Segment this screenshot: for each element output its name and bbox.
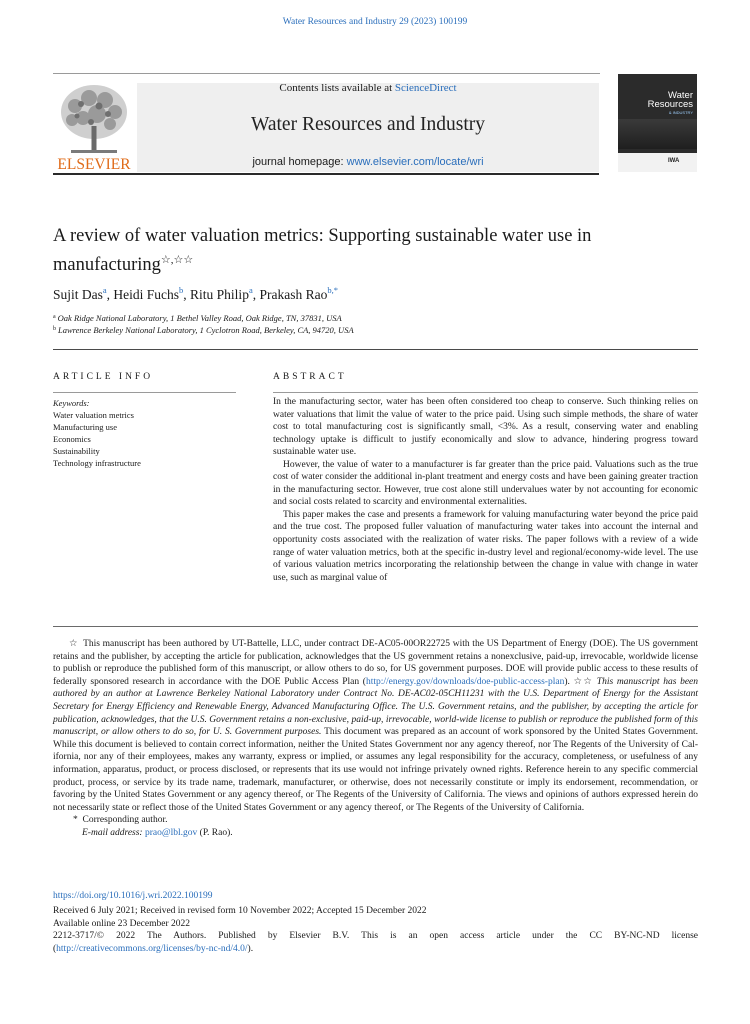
affiliation [53,325,354,335]
affiliation-mark: b [53,326,56,332]
corresponding-note [53,814,698,827]
footnote-text: ). [564,676,570,687]
author-affiliation-mark: a [248,285,253,295]
affiliation-mark: a [53,314,56,320]
contents-line [137,82,599,94]
cover-title-line-1: Water [668,90,693,101]
cover-bottom [618,153,697,172]
license-line: 2212-3717/© 2022 The Authors. Published by Elsevier B.V. This is an open access article under the CC BY-NC-ND license [53,931,698,942]
cover-badge: IWA [668,158,680,164]
author-list [53,285,338,303]
footnote-text: This document was prepared as an account of work sponsored by the United States Government. While this document is believed to contain correct information, neither the United States Government nor any agency thereof, nor The Regents of the University of Cal-ifornia, nor any of their employees, makes any warranty, express or implied, or assumes any legal responsibility for the accuracy, completeness, or usefulness of any information, apparatus, product, or process disclosed, or represents that its use would not infringe privately owned rights. Reference herein to any specific commercial product, process, or service by its trade name, trademark, manufacturer, or otherwise, does not necessarily constitute or imply its endorsement, recommendation, or favoring by the United States Government or any agency thereof, or The Regents of the University of California. The views and opinions of authors expressed herein do not necessarily state or reflect those of the United States Government or any agency thereof, or The Regents of the University of California. [53,727,698,813]
abstract-paragraph: However, the value of water to a manufacturer is far greater than the price paid. Valuations such as the true cost of water consider the additional in-plant treatment and energy costs and have been gaining greater traction in the manufacturing sector. However, true cost alone still undervalues water by not accounting for economic and social costs related to scarcity and environmental externalities. [273,459,698,508]
author-name: Heidi Fuchs [113,287,180,302]
received-line: Received 6 July 2021; Received in revised form 10 November 2022; Accepted 15 December 2022 [53,906,427,916]
author-affiliation-mark: b,* [327,285,338,295]
keyword[interactable]: Manufacturing use [53,422,117,432]
elsevier-logo[interactable] [53,78,135,173]
email-suffix: (P. Rao). [199,827,233,838]
author-name: Ritu Philip [190,287,249,302]
keyword[interactable]: Sustainability [53,446,100,456]
keyword[interactable]: Technology infrastructure [53,458,141,468]
homepage-prefix: journal homepage: [252,156,347,168]
affiliation [53,313,342,323]
affiliation-text: Lawrence Berkeley National Laboratory, 1 Cyclotron Road, Berkeley, CA, 94720, USA [58,325,354,335]
abstract-heading: ABSTRACT [273,372,347,382]
article-history [53,905,698,955]
footnote-mark: ☆ [69,639,78,649]
author-separator: , [106,287,114,302]
sciencedirect-link[interactable]: ScienceDirect [394,82,457,94]
article-title-text: A review of water valuation metrics: Supporting sustainable water use in manufacturing [53,226,592,275]
homepage-line [137,156,599,168]
footnotes [53,638,698,840]
elsevier-wordmark: ELSEVIER [57,156,131,173]
section-divider [53,349,698,350]
header-top-rule [53,73,600,74]
abstract-body [273,396,698,584]
footnote-mark: ☆☆ [573,676,594,687]
abstract-rule [273,392,698,393]
author-separator: , [252,287,260,302]
cover-subtitle: & INDUSTRY [668,110,693,115]
running-head[interactable]: Water Resources and Industry 29 (2023) 100199 [282,17,468,27]
keywords-label: Keywords: [53,398,90,408]
elsevier-tree-icon [53,78,135,173]
journal-homepage-link[interactable]: www.elsevier.com/locate/wri [346,156,484,168]
author-email-link[interactable]: prao@lbl.gov [144,827,198,838]
license-paren: ). [247,943,254,954]
author[interactable] [53,287,107,302]
journal-name: Water Resources and Industry [251,114,485,135]
cover-title-line-2: Resources [647,99,693,110]
cover-title [623,91,693,109]
header-bottom-rule [53,173,599,175]
email-label: E-mail address: [82,827,143,838]
author[interactable] [259,287,338,302]
footnote-text: This manuscript has been authored by UT-Battelle, LLC, under contract DE-AC05-00OR22725 with the US Department of Energy (DOE). The US government retains and the publisher, by accepting the article for publication, acknowledges that the US government retains a nonexclusive, paid-up, irrevocable, worldwide license to publish or reproduce the published form of this manuscript, or allow others to do so, for US government purposes. DOE will provide public access to these results of federally sponsored research in accordance with the DOE Public Access Plan ( [53,639,698,687]
author-separator: , [183,287,191,302]
author-affiliation-mark: a [102,285,107,295]
journal-cover[interactable] [618,74,697,172]
doi-link[interactable]: https://doi.org/10.1016/j.wri.2022.100199 [53,891,213,901]
contents-prefix: Contents lists available at [279,82,395,94]
footnote-text-italic: This manuscript has been authored by an author at Lawrence Berkeley National Laboratory under Contract No. DE-AC02-05CH11231 with the U.S. Department of Energy for the Assistant Secretary for Energy Efficiency and Renewable Energy, Advanced Manufacturing Office. The U.S. Government retains, and the publisher, by accepting the article for publication, acknowledges, that the U.S. Government retains a non-exclusive, paid-up, irrevocable, world-wide license to publish or reproduce the published form of this manuscript, or allow others to do so, for U. S. Government purposes. [53,676,699,738]
license-paren: ( [53,943,57,954]
email-note [53,827,698,840]
footnote-rule [53,626,698,627]
footnote-mark: * [73,815,78,826]
author[interactable] [113,287,183,302]
keyword[interactable]: Water valuation metrics [53,410,134,420]
doe-public-access-link[interactable]: http://energy.gov/downloads/doe-public-access-plan [365,676,565,687]
title-footnote-marks[interactable]: ☆,☆☆ [160,254,194,266]
cover-stripe [618,119,697,149]
license-link-line [53,943,698,956]
keyword-list [53,409,141,469]
article-title [53,224,633,277]
license-link[interactable]: http://creativecommons.org/licenses/by-nc-nd/4.0/ [56,943,248,954]
corresponding-text: Corresponding author. [82,815,168,826]
available-line: Available online 23 December 2022 [53,918,190,929]
author-name: Prakash Rao [259,287,328,302]
article-info-heading: ARTICLE INFO [53,372,154,382]
author[interactable] [190,287,253,302]
funding-footnote [53,638,698,814]
abstract-paragraph: In the manufacturing sector, water has been often considered too cheap to conserve. Such thinking relies on water valuations that limit the value of water to the price paid. Using such simple methods, the share of water cost to total manufacturing cost is significantly small, <3%. As a result, conserving water and enabling technology uptake is difficult to justify economically and slow to advance, hindering progress toward sustainable water use. [273,397,698,458]
article-info-rule [53,392,236,393]
abstract-paragraph: This paper makes the case and presents a framework for valuing manufacturing water beyond the price paid and the true cost. The proposed fuller valuation of manufacturing water takes into account the internal and opportunity costs associated with the realization of water risks. The paper follows with a review of a wide range of water valuation metrics, both at the specific in-dustry level and regional/economy-wide level. The use of various valuation metrics incorporating the relationship between the change in value with change in water use, such as marginal value of [273,509,698,583]
keyword[interactable]: Economics [53,434,91,444]
author-name: Sujit Das [53,287,103,302]
author-affiliation-mark: b [179,285,184,295]
affiliation-text: Oak Ridge National Laboratory, 1 Bethel Valley Road, Oak Ridge, TN, 37831, USA [57,313,342,323]
